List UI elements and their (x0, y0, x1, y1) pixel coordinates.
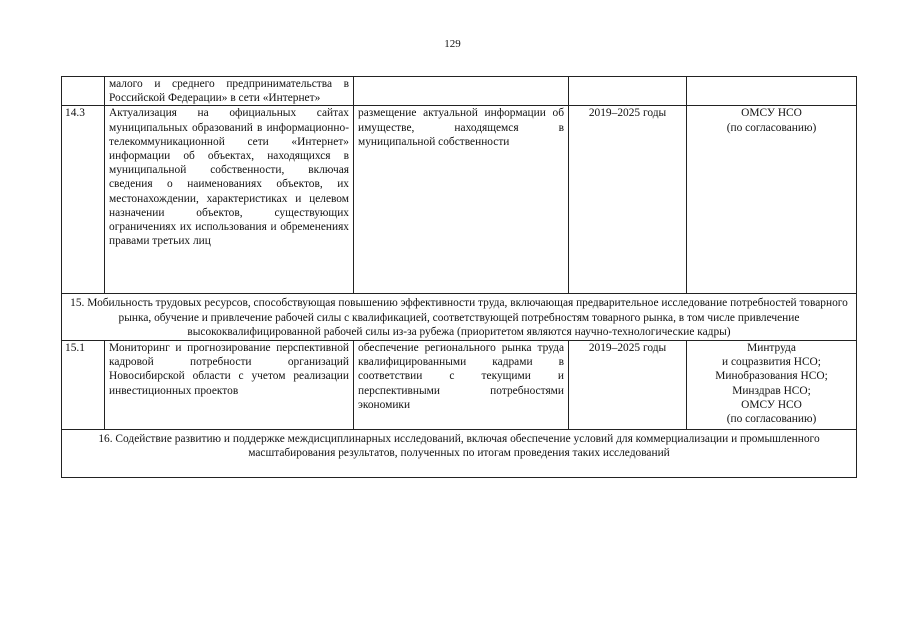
responsible-cell: ОМСУ НСО (по согласованию) (687, 106, 857, 294)
table-row (62, 77, 857, 106)
responsible-cell: Минтруда и соцразвития НСО; Минобразования НСО; Минздрав НСО; ОМСУ НСО (по согласованию) (687, 341, 857, 430)
result-cell (354, 77, 569, 106)
section-heading: 16. Содействие развитию и поддержке междисциплинарных исследований, включая обеспечение условий для коммерциализации и промышленного масштабирования результатов, полученных по итогам проведения таких исследований (62, 430, 857, 478)
section-row (62, 430, 857, 478)
item-number-cell: 15.1 (62, 341, 105, 430)
term-cell: 2019–2025 годы (569, 341, 687, 430)
result-cell: размещение актуальной информации об имуществе, находящемся в муниципальной собственности (354, 106, 569, 294)
measures-table (61, 76, 857, 478)
page-number: 129 (444, 38, 461, 50)
result-cell: обеспечение регионального рынка труда квалифицированными кадрами в соответствии с текущими и перспективными потребностями экономики (354, 341, 569, 430)
activity-cell: малого и среднего предпринимательства в Российской Федерации» в сети «Интернет» (105, 77, 354, 106)
responsible-cell (687, 77, 857, 106)
section-row (62, 294, 857, 341)
table-row (62, 106, 857, 294)
term-cell (569, 77, 687, 106)
item-number-cell: 14.3 (62, 106, 105, 294)
activity-cell: Мониторинг и прогнозирование перспективной кадровой потребности организаций Новосибирской области с учетом реализации инвестиционных проектов (105, 341, 354, 430)
table-row (62, 341, 857, 430)
term-cell: 2019–2025 годы (569, 106, 687, 294)
item-number-cell (62, 77, 105, 106)
section-heading: 15. Мобильность трудовых ресурсов, способствующая повышению эффективности труда, включающая предварительное исследование потребностей товарного рынка, обучение и привлечение рабочей силы с квалификацией, соответствующей потребностям товарного рынка, в том числе привлечение высококвалифицированной рабочей силы из-за рубежа (приоритетом являются научно-технологические кадры) (62, 294, 857, 341)
activity-cell: Актуализация на официальных сайтах муниципальных образований в информационно-телекоммуникационной сети «Интернет» информации об объектах, находящихся в муниципальной собственности, включая сведения о наименованиях объектов, их местонахождении, характеристиках и целевом назначении объектов, существующих ограничениях их использования и обременениях правами третьих лиц (105, 106, 354, 294)
